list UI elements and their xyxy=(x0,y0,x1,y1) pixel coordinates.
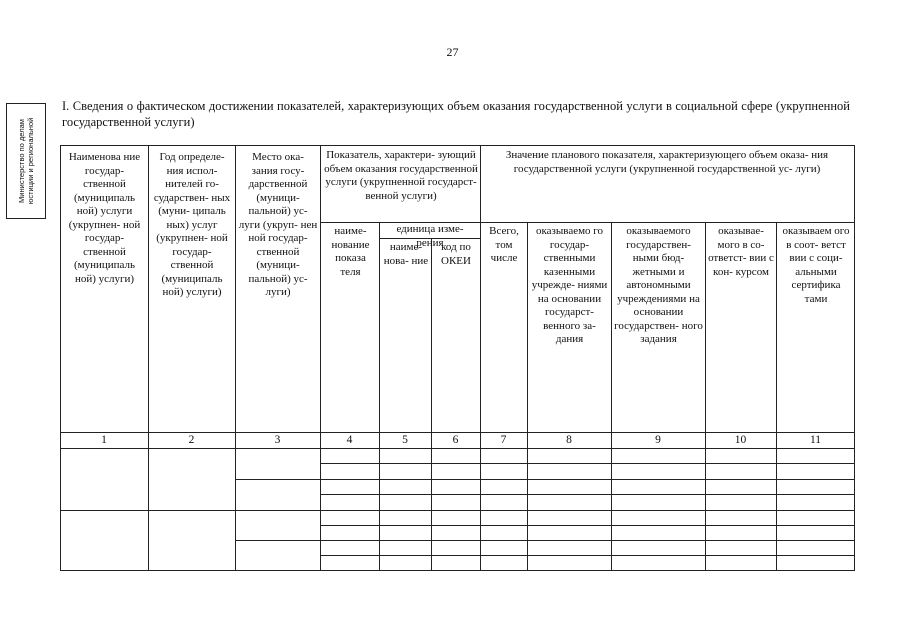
header-service-name: Наименова ние государ- ственной (муниципаль ной) услуги (укрупнен- ной государ- ственной (муниципаль ной) услуги) xyxy=(68,151,141,285)
header-social-certificates: оказываем ого в соот- ветст вии с соци- альными сертифика тами xyxy=(782,225,850,305)
indicators-table xyxy=(60,145,855,571)
header-place: Место ока- зания госу- дарственной (муници- пальной) ус- луги (укруп- нен ной государ- ственной (муници- пальной) ус- луги) xyxy=(238,151,318,298)
column-number: 6 xyxy=(452,434,459,446)
ministry-stamp xyxy=(6,103,46,219)
page-number: 27 xyxy=(446,45,459,59)
column-number: 5 xyxy=(402,434,408,446)
header-indicator-group: Показатель, характери- зующий объем оказания государственной услуги (укрупненной государст- венной услуги) xyxy=(324,149,478,202)
column-number: 1 xyxy=(101,434,107,446)
stamp-text xyxy=(17,107,35,215)
stamp-line-1: Министерство по делам xyxy=(17,119,26,203)
header-competition: оказывае- мого в со- ответст- вии с кон- курсом xyxy=(708,225,774,278)
header-year: Год определе- ния испол- нителей го- сударствен- ных (муни- ципаль ных) услуг (укрупнен- ной государ- ственной (муниципаль ной) услуги) xyxy=(153,151,231,298)
header-okei-code: код по ОКЕИ xyxy=(441,241,471,267)
column-number: 8 xyxy=(566,434,572,446)
section-title: I. Сведения о фактическом достижении показателей, характеризующих объем оказания государственной услуги в социальной сфере (укрупненной государственной услуги) xyxy=(62,99,850,129)
header-indicator-name: наиме- нование показа теля xyxy=(331,225,370,278)
column-number: 3 xyxy=(274,434,281,446)
header-unit-name: наиме- нова- ние xyxy=(383,241,429,267)
column-number: 9 xyxy=(655,434,661,446)
header-total: Всего, том числе xyxy=(489,225,519,264)
column-number: 4 xyxy=(346,434,353,446)
header-planned-value-group: Значение планового показателя, характеризующего объем оказа- ния государственной услуги (укрупненной государственной ус- луги) xyxy=(505,149,829,175)
header-unit-group: единица изме- рения xyxy=(396,223,464,249)
header-budget-institutions: оказываемого государствен- ными бюд- жетными и автономными учреждениями на основании государствен- ного задания xyxy=(614,225,703,345)
column-number: 2 xyxy=(188,434,195,446)
column-number: 7 xyxy=(500,434,507,446)
stamp-line-2: юстиции и региональной xyxy=(26,117,35,205)
column-number: 11 xyxy=(809,434,822,446)
column-number: 10 xyxy=(734,434,747,446)
header-state-institutions: оказываемо го государ- ственными казенными учрежде- ниями на основании государст- венного за- дания xyxy=(531,225,608,345)
